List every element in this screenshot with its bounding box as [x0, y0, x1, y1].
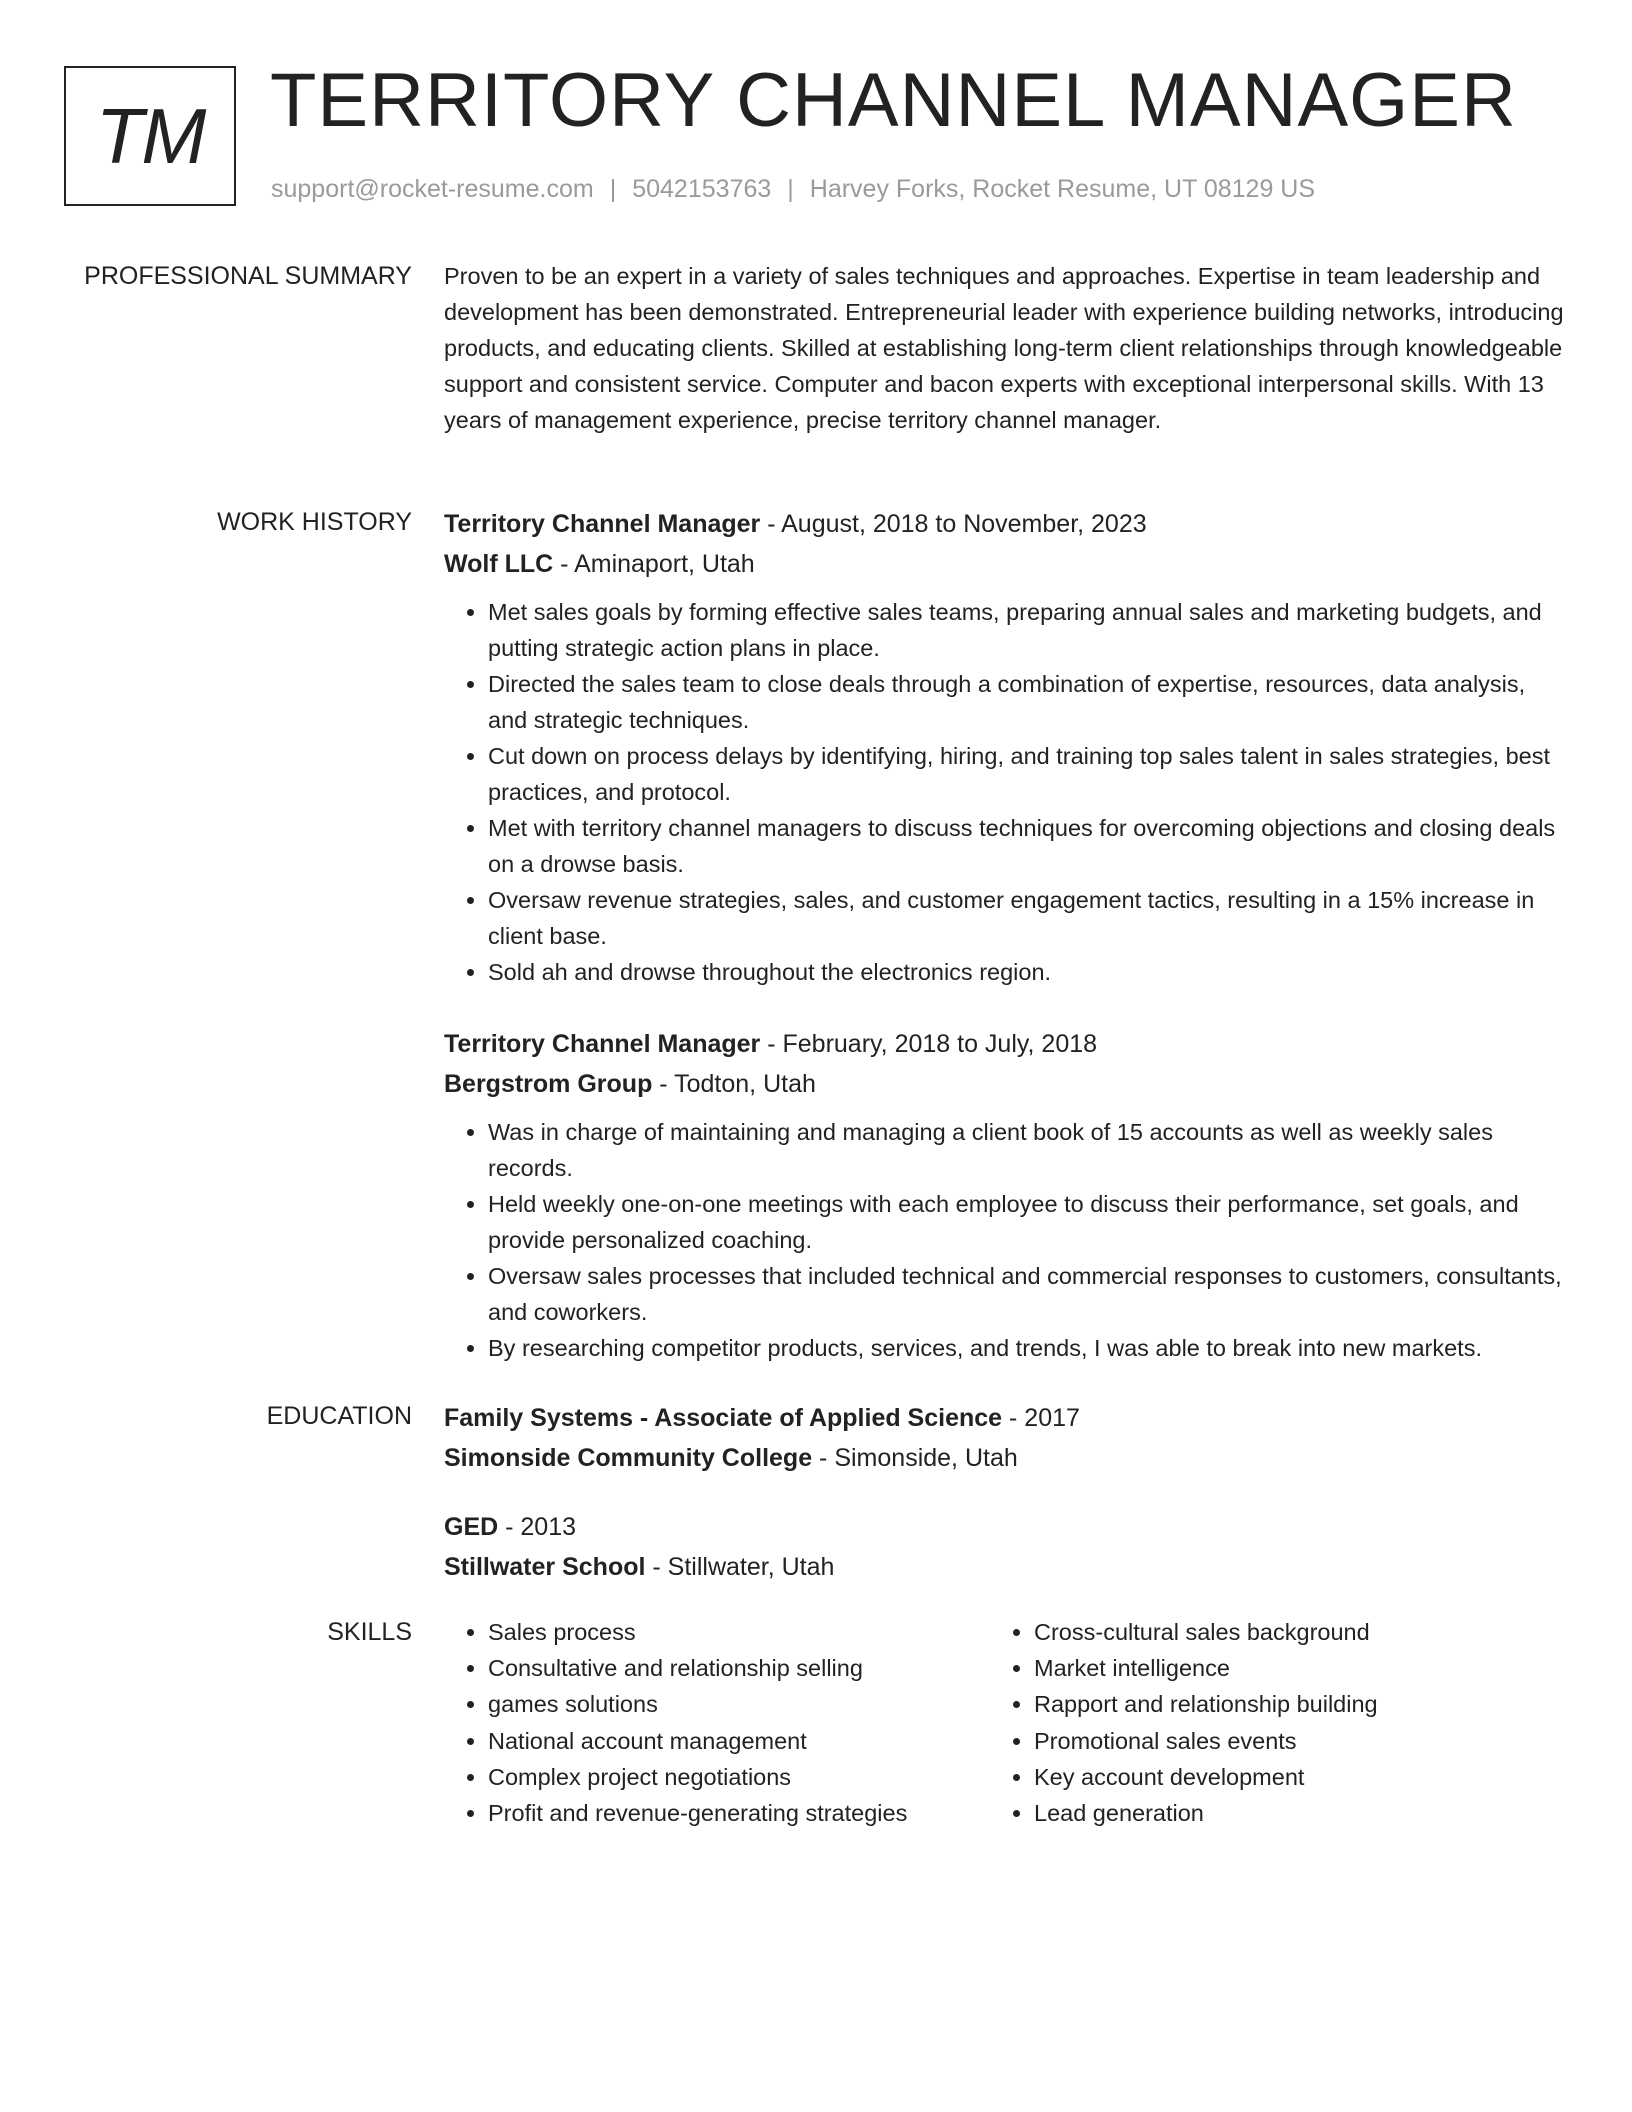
school-location: - Simonside, Utah: [812, 1444, 1018, 1472]
school: Stillwater School: [444, 1553, 646, 1581]
monogram-logo: TM: [64, 66, 236, 206]
job-bullets: [444, 594, 1564, 990]
section-body: [444, 258, 1564, 438]
degree-year: - 2013: [498, 1513, 577, 1541]
skills-columns: [444, 1614, 1564, 1831]
skill-item: • Profit and revenue-generating strategies: [488, 1795, 990, 1831]
section-heading: EDUCATION: [266, 1402, 412, 1430]
section-heading: WORK HISTORY: [217, 508, 412, 536]
list-item: • By researching competitor products, services, and trends, I was able to break into new markets.: [488, 1330, 1564, 1366]
job-dates: - August, 2018 to November, 2023: [760, 510, 1147, 538]
list-item: • Held weekly one-on-one meetings with each employee to discuss their performance, set goals, and provide personalized coaching.: [488, 1186, 1564, 1258]
contact-line: [271, 174, 1315, 204]
page-title: TERRITORY CHANNEL MANAGER: [270, 58, 1517, 143]
job-company: Wolf LLC: [444, 550, 554, 578]
skill-item: • games solutions: [488, 1686, 990, 1722]
skills-list: [990, 1614, 1510, 1831]
degree-line: [444, 1398, 1564, 1438]
section-heading: SKILLS: [327, 1618, 412, 1646]
skill-item: • Sales process: [488, 1614, 990, 1650]
school: Simonside Community College: [444, 1444, 813, 1472]
contact-address: Harvey Forks, Rocket Resume, UT 08129 US: [809, 175, 1316, 203]
job-title-line: [444, 504, 1564, 544]
list-item: • Directed the sales team to close deals through a combination of expertise, resources, data analysis, and strategic techniques.: [488, 666, 1564, 738]
list-item: • Oversaw sales processes that included technical and commercial responses to customers, consultants, and coworkers.: [488, 1258, 1564, 1330]
education-entry: [444, 1398, 1564, 1478]
contact-separator: |: [787, 175, 794, 203]
list-item: • Met sales goals by forming effective sales teams, preparing annual sales and marketing budgets, and putting strategic action plans in place.: [488, 594, 1564, 666]
job-entry: [444, 1024, 1564, 1366]
degree: Family Systems - Associate of Applied Science: [444, 1404, 1003, 1432]
skill-item: • Market intelligence: [1034, 1650, 1510, 1686]
job-company-line: [444, 1064, 1564, 1104]
job-title-line: [444, 1024, 1564, 1064]
job-title: Territory Channel Manager: [444, 1030, 761, 1058]
skills-column: [990, 1614, 1510, 1831]
skill-item: • Rapport and relationship building: [1034, 1686, 1510, 1722]
school-line: [444, 1547, 1564, 1587]
list-item: • Oversaw revenue strategies, sales, and customer engagement tactics, resulting in a 15% increase in client base.: [488, 882, 1564, 954]
list-item: • Cut down on process delays by identifying, hiring, and training top sales talent in sales strategies, best practices, and protocol.: [488, 738, 1564, 810]
job-company: Bergstrom Group: [444, 1070, 653, 1098]
section-heading: PROFESSIONAL SUMMARY: [84, 262, 412, 290]
education-entry: [444, 1507, 1564, 1587]
skill-item: • Consultative and relationship selling: [488, 1650, 990, 1686]
job-dates: - February, 2018 to July, 2018: [760, 1030, 1098, 1058]
job-title: Territory Channel Manager: [444, 510, 761, 538]
skills-list: [444, 1614, 990, 1831]
skill-item: • Cross-cultural sales background: [1034, 1614, 1510, 1650]
skill-item: • Complex project negotiations: [488, 1759, 990, 1795]
contact-separator: |: [609, 175, 617, 203]
skills-column: [444, 1614, 990, 1831]
job-company-line: [444, 544, 1564, 584]
job-bullets: [444, 1114, 1564, 1366]
section-body: [444, 1614, 1564, 1831]
list-item: • Met with territory channel managers to discuss techniques for overcoming objections and closing deals on a drowse basis.: [488, 810, 1564, 882]
skill-item: • National account management: [488, 1723, 990, 1759]
degree-year: - 2017: [1002, 1404, 1080, 1432]
skill-item: • Key account development: [1034, 1759, 1510, 1795]
degree: GED: [444, 1513, 499, 1541]
skill-item: • Promotional sales events: [1034, 1723, 1510, 1759]
summary-text: Proven to be an expert in a variety of sales techniques and approaches. Expertise in team leadership and development has been demonstrated. Entrepreneurial leader with experience building networks, introducing products, and educating clients. Skilled at establishing long-term client relationships through knowledgeable support and consistent service. Computer and bacon experts with exceptional interpersonal skills. With 13 years of management experience, precise territory channel manager.: [444, 263, 1564, 433]
section-body: [444, 504, 1564, 1366]
degree-line: [444, 1507, 1564, 1547]
list-item: • Was in charge of maintaining and managing a client book of 15 accounts as well as weekly sales records.: [488, 1114, 1564, 1186]
school-line: [444, 1438, 1564, 1478]
skill-item: • Lead generation: [1034, 1795, 1510, 1831]
job-location: - Todton, Utah: [652, 1070, 816, 1098]
job-location: - Aminaport, Utah: [553, 550, 755, 578]
list-item: • Sold ah and drowse throughout the electronics region.: [488, 954, 1564, 990]
contact-phone: 5042153763: [632, 175, 772, 203]
contact-email: support@rocket-resume.com: [271, 175, 594, 203]
school-location: - Stillwater, Utah: [645, 1553, 835, 1581]
section-body: [444, 1398, 1564, 1587]
job-entry: [444, 504, 1564, 990]
